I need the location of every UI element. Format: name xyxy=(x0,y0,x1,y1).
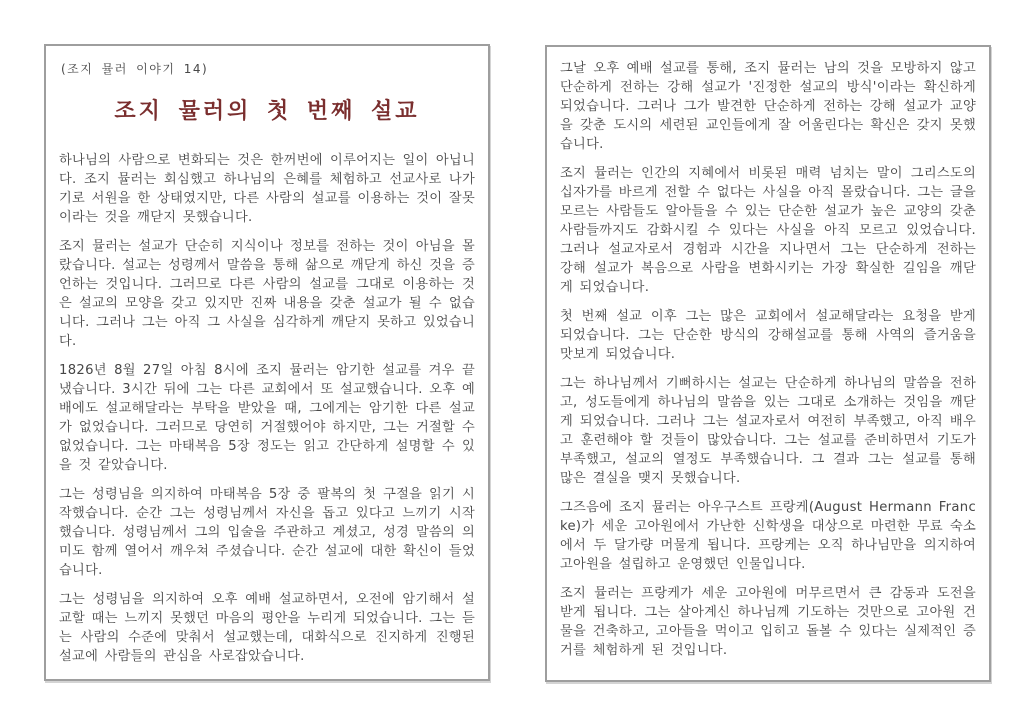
paragraph: 1826년 8월 27일 아침 8시에 조지 뮬러는 암기한 설교를 겨우 끝냈습니다. 3시간 뒤에 그는 다른 교회에서 또 설교했습니다. 오후 예배에도 설교해달라는 부탁을 받았을 때, 그에게는 암기한 다른 설교가 없었습니다. 그러므로 당연히 거절했어야 하지만, 그는 거절할 수 없었습니다. 그는 마태복음 5장 정도는 읽고 간단하게 설명할 수 있을 것 같았습니다. xyxy=(59,363,475,473)
page-title: 조지 뮬러의 첫 번째 설교 xyxy=(114,99,420,124)
paragraph: 그날 오후 예배 설교를 통해, 조지 뮬러는 남의 것을 모방하지 않고 단순하게 전하는 강해 설교가 '진정한 설교의 방식'이라는 확신하게 되었습니다. 그러나 그가 발견한 단순하게 전하는 강해 설교가 교양을 갖춘 도시의 세련된 교인들에게 잘 어울린다는 확신은 갖지 못했습니다. xyxy=(560,61,976,152)
paragraph: 그는 성령님을 의지하여 오후 예배 설교하면서, 오전에 암기해서 설교할 때는 느끼지 못했던 마음의 평안을 누리게 되었습니다. 그는 듣는 사람의 수준에 맞춰서 설교했는데, 대화식으로 진지하게 진행된 설교에 사람들의 관심을 사로잡았습니다. xyxy=(59,592,475,664)
paragraph: 첫 번째 설교 이후 그는 많은 교회에서 설교해달라는 요청을 받게 되었습니다. 그는 단순한 방식의 강해설교를 통해 사역의 즐거움을 맛보게 되었습니다. xyxy=(560,309,976,362)
paragraph: 조지 뮬러는 인간의 지혜에서 비롯된 매력 넘치는 말이 그리스도의 십자가를 바르게 전할 수 없다는 사실을 아직 몰랐습니다. 그는 글을 모르는 사람들도 알아들을 수 있는 단순한 설교가 높은 교양의 갖춘 사람들까지도 감화시킬 수 있다는 사실을 아직 모르고 있었습니다. 그러나 설교자로서 경험과 시간을 지나면서 그는 단순하게 전하는 강해 설교가 복음으로 사람을 변화시키는 가장 확실한 길임을 깨닫게 되었습니다. xyxy=(560,166,976,295)
series-label: (조지 뮬러 이야기 14) xyxy=(61,62,209,76)
paragraph: 그즈음에 조지 뮬러는 아우구스트 프랑케(August Hermann Francke)가 세운 고아원에서 가난한 신학생을 대상으로 마련한 무료 숙소에서 두 달가량 머물게 됩니다. 프랑케는 오직 하나님만을 의지하여 고아원을 설립하고 운영했던 인물입니다. xyxy=(560,500,976,572)
paragraph: 조지 뮬러는 설교가 단순히 지식이나 정보를 전하는 것이 아님을 몰랐습니다. 설교는 성령께서 말씀을 통해 삶으로 깨닫게 하신 것을 증언하는 것입니다. 그러므로 다른 사람의 설교를 그대로 이용하는 것은 설교의 모양을 갖고 있지만 진짜 내용을 갖춘 설교가 될 수 없습니다. 그러나 그는 아직 그 사실을 심각하게 깨닫지 못하고 있었습니다. xyxy=(59,239,475,349)
paragraph: 조지 뮬러는 프랑케가 세운 고아원에 머무르면서 큰 감동과 도전을 받게 됩니다. 그는 살아계신 하나님께 기도하는 것만으로 고아원 건물을 건축하고, 고아들을 먹이고 입히고 돌볼 수 있다는 실제적인 증거를 체험하게 된 것입니다. xyxy=(560,586,976,658)
left-page-paragraphs xyxy=(59,151,475,666)
paragraph: 그는 성령님을 의지하여 마태복음 5장 중 팔복의 첫 구절을 읽기 시작했습니다. 순간 그는 성령님께서 자신을 돕고 있다고 느끼기 시작했습니다. 성령님께서 그의 입술을 주관하고 계셨고, 성경 말씀의 의미도 함께 열어서 깨우쳐 주셨습니다. 순간 설교에 대한 확신이 들었습니다. xyxy=(59,487,475,578)
page-left xyxy=(44,44,490,681)
paragraph: 하나님의 사람으로 변화되는 것은 한꺼번에 이루어지는 일이 아닙니다. 조지 뮬러는 회심했고 하나님의 은혜를 체험하고 선교사로 나가기로 서원을 한 상태였지만, 다른 사람의 설교를 이용하는 것이 잘못이라는 것을 깨닫지 못했습니다. xyxy=(59,153,475,225)
paragraph: 그는 하나님께서 기뻐하시는 설교는 단순하게 하나님의 말씀을 전하고, 성도들에게 하나님의 말씀을 있는 그대로 소개하는 것임을 깨닫게 되었습니다. 그러나 그는 설교자로서 여전히 부족했고, 아직 배우고 훈련해야 할 것들이 많았습니다. 그는 설교를 준비하면서 기도가 부족했고, 설교의 열정도 부족했습니다. 그 결과 그는 설교를 통해 많은 결실을 맺지 못했습니다. xyxy=(560,376,976,486)
page-right xyxy=(545,45,991,682)
right-page-paragraphs xyxy=(560,59,976,660)
